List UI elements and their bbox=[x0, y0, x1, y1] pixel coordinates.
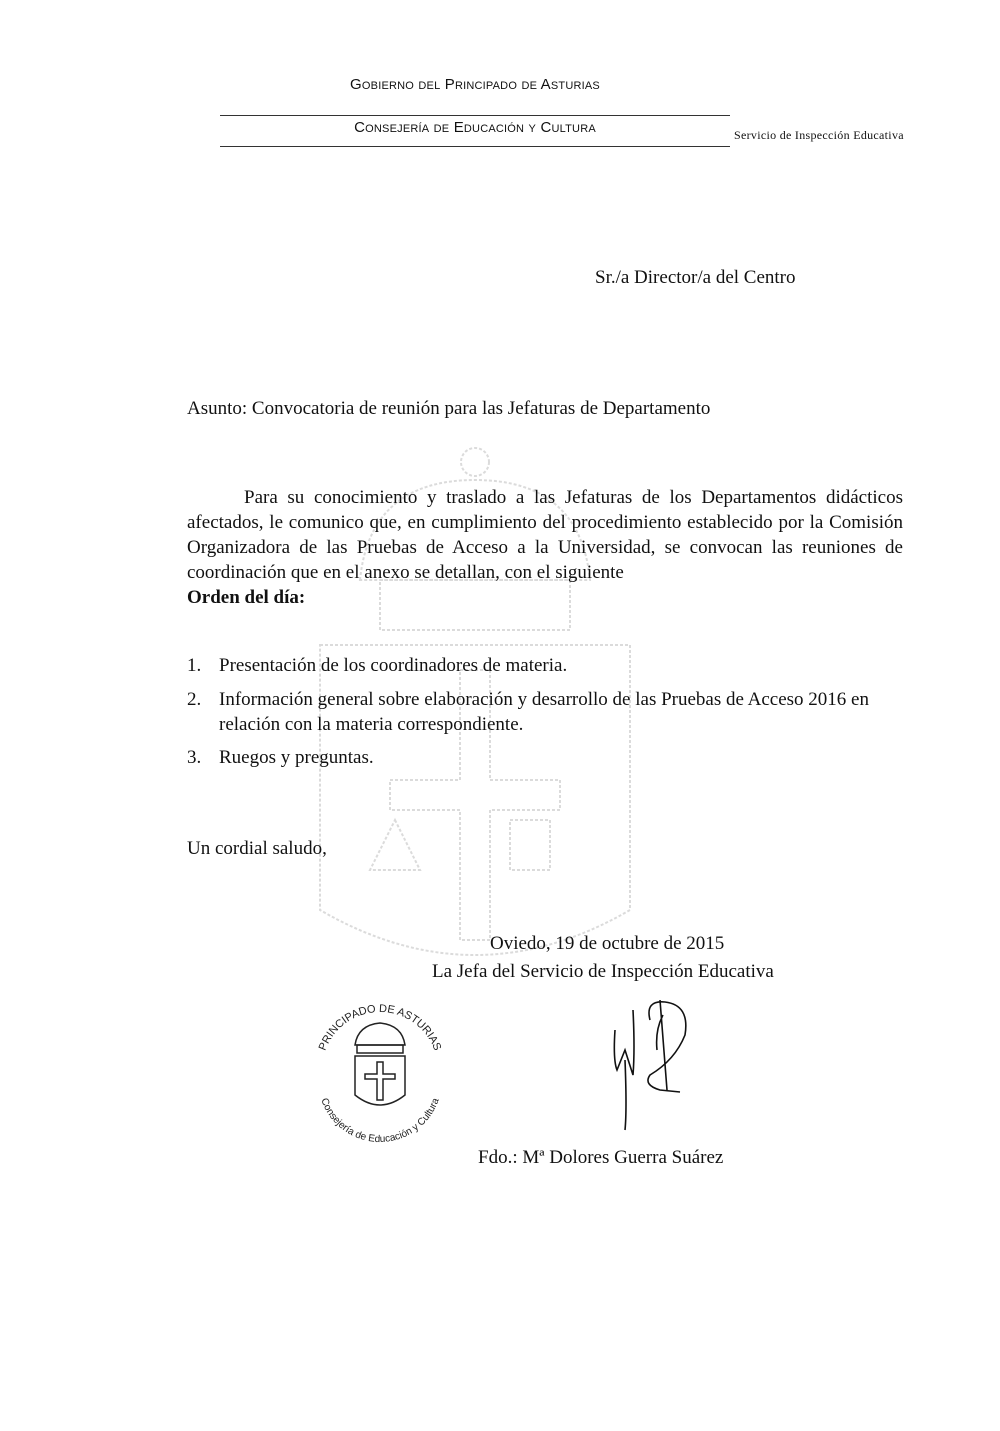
agenda-item-number: 1. bbox=[187, 655, 202, 676]
agenda-item-text: Ruegos y preguntas. bbox=[219, 747, 374, 768]
place-date: Oviedo, 19 de octubre de 2015 bbox=[490, 933, 725, 954]
agenda-item-text: Información general sobre elaboración y desarrollo de las Pruebas de Acceso 2016 en relación con la materia correspondiente. bbox=[219, 689, 869, 735]
recipient: Sr./a Director/a del Centro bbox=[595, 267, 796, 288]
body-paragraph bbox=[187, 485, 903, 610]
agenda-label: Orden del día: bbox=[187, 587, 306, 608]
header-rule-bottom bbox=[220, 146, 730, 147]
agenda-item bbox=[187, 745, 903, 770]
agenda-item bbox=[187, 687, 903, 737]
agenda-item-number: 2. bbox=[187, 689, 202, 710]
header-rule-top bbox=[220, 115, 730, 116]
agenda-item-text: Presentación de los coordinadores de materia. bbox=[219, 655, 568, 676]
svg-text:PRINCIPADO DE ASTURIAS: PRINCIPADO DE ASTURIAS bbox=[316, 1002, 444, 1053]
agenda-item bbox=[187, 653, 903, 678]
signature bbox=[605, 990, 705, 1140]
official-stamp bbox=[300, 990, 460, 1150]
signer-title: La Jefa del Servicio de Inspección Educativa bbox=[432, 961, 774, 982]
svg-text:Consejería de Educación y Cult: Consejería de Educación y Cultura bbox=[318, 1096, 442, 1146]
subject: Asunto: Convocatoria de reunión para las Jefaturas de Departamento bbox=[187, 398, 711, 419]
department-header: Consejería de Educación y Cultura bbox=[354, 119, 596, 136]
service-label: Servicio de Inspección Educativa bbox=[734, 128, 904, 142]
government-header: Gobierno del Principado de Asturias bbox=[350, 76, 600, 93]
body-text: Para su conocimiento y traslado a las Jefaturas de los Departamentos didácticos afectados, le comunico que, en cumplimiento del procedimiento establecido por la Comisión Organizadora de las Pruebas de Acceso a la Universidad, se convocan las reuniones de coordinación que en el anexo se detallan, con el siguiente bbox=[187, 487, 903, 583]
closing: Un cordial saludo, bbox=[187, 838, 327, 859]
agenda-item-number: 3. bbox=[187, 747, 202, 768]
signer-name: Fdo.: Mª Dolores Guerra Suárez bbox=[478, 1147, 724, 1168]
